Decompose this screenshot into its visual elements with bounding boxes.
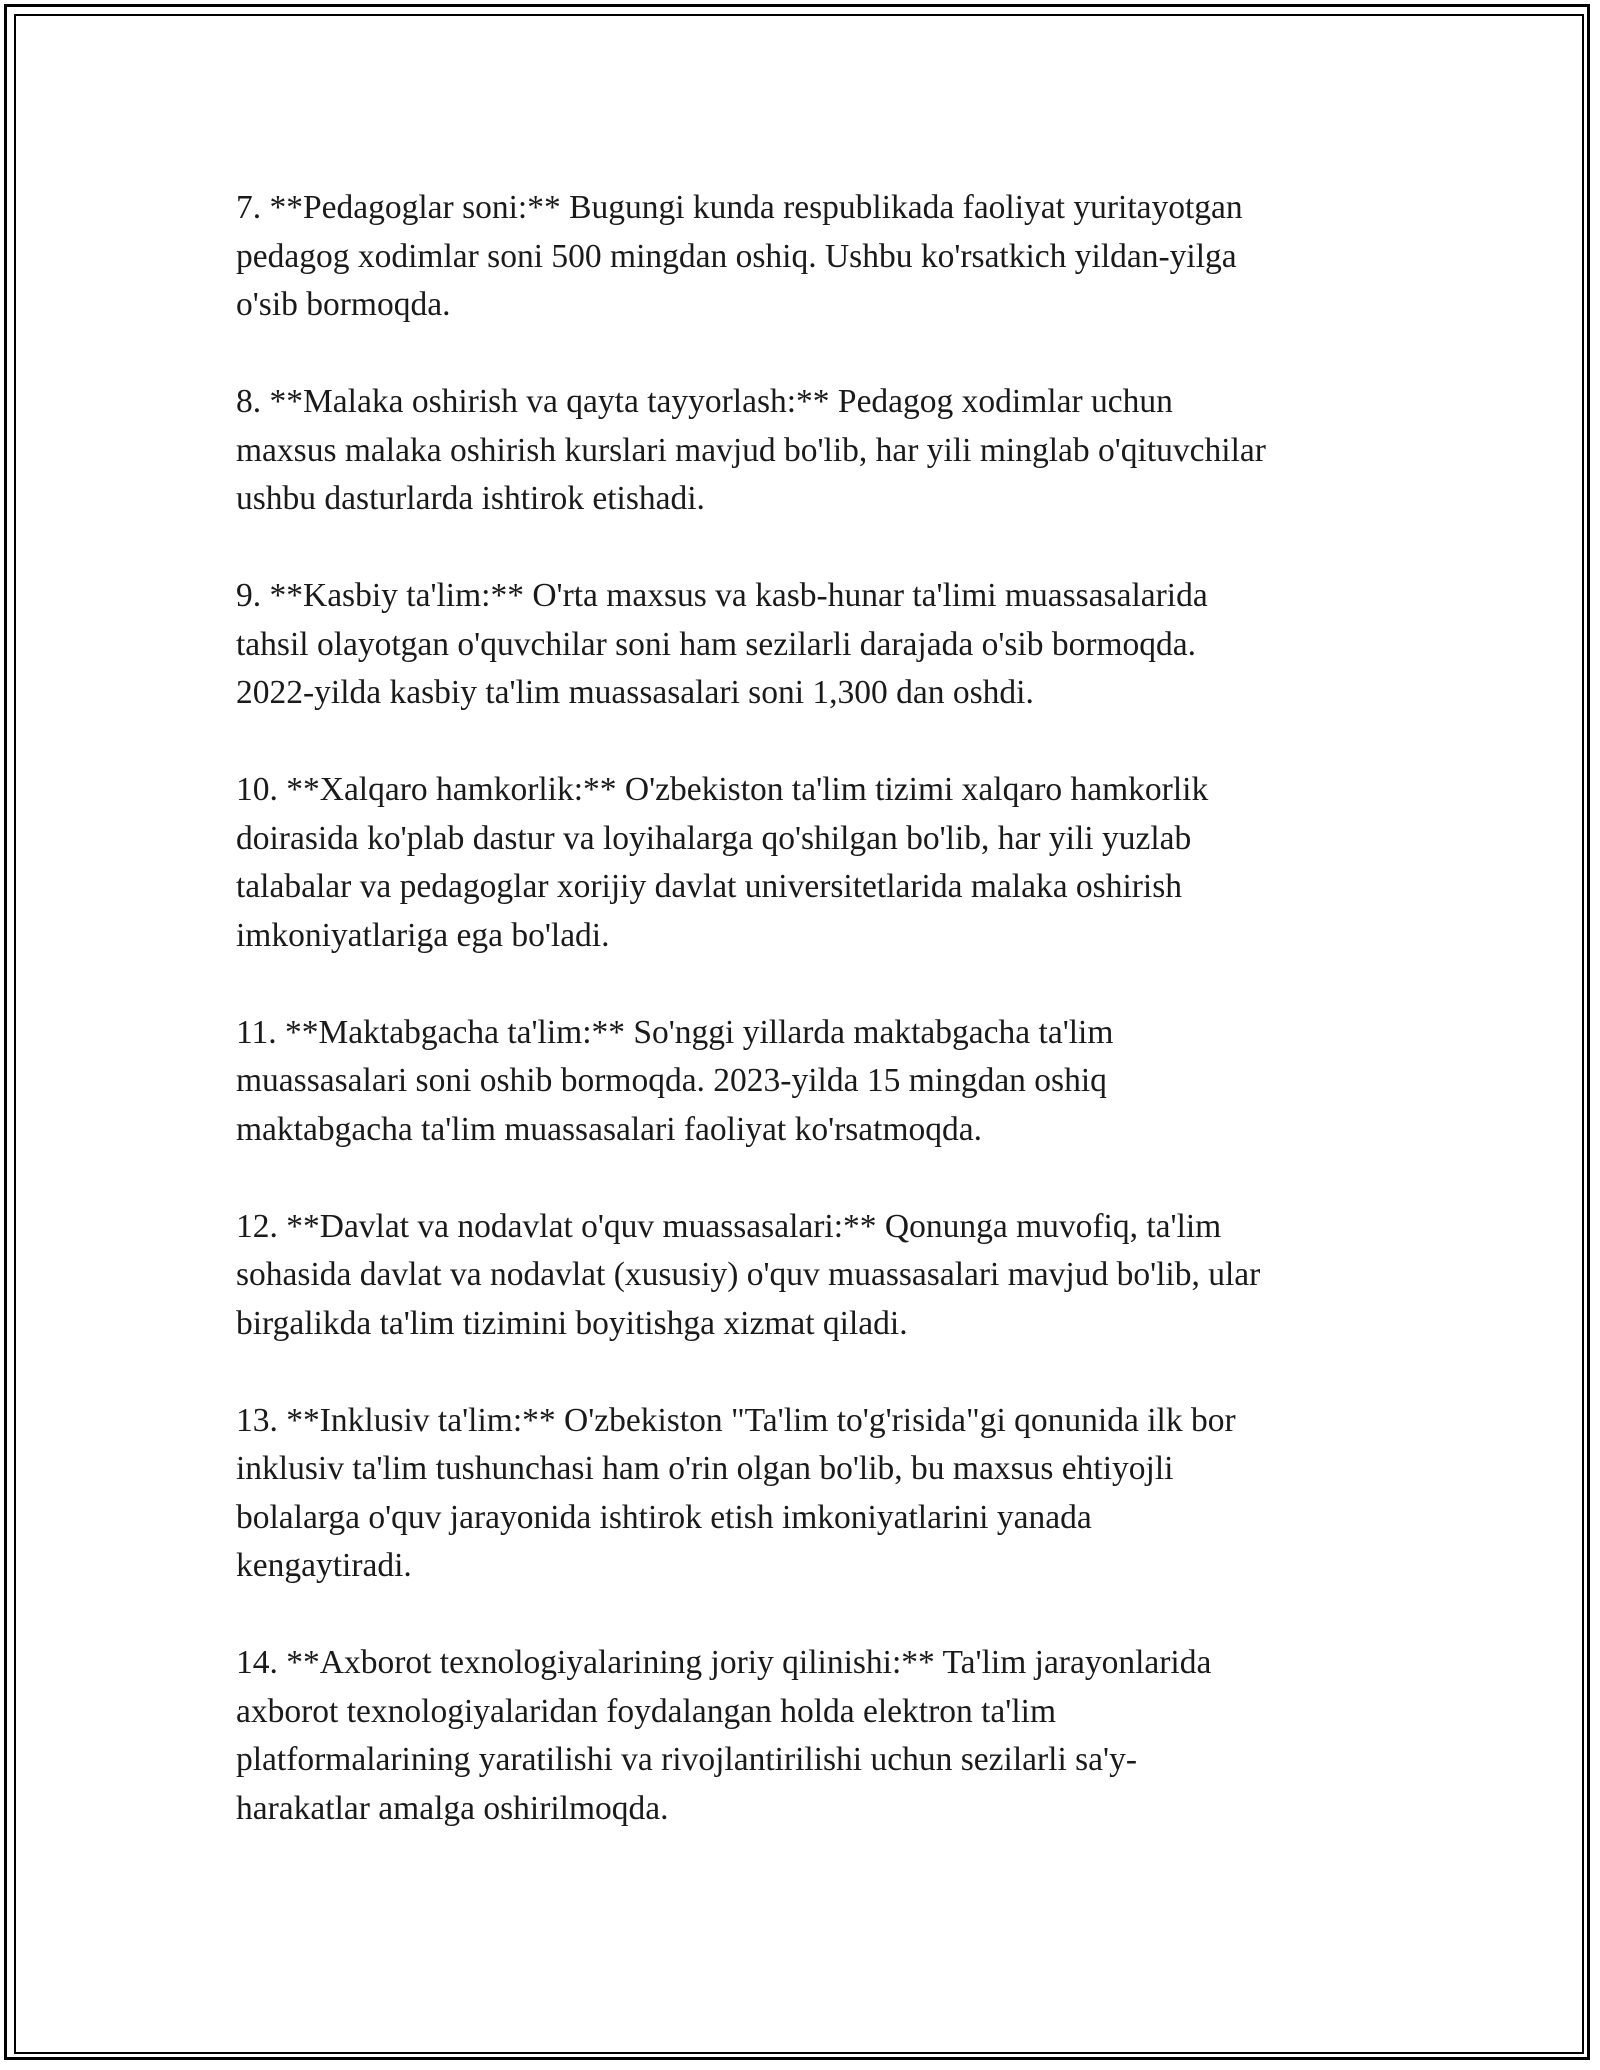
text-line: maxsus malaka oshirish kurslari mavjud bo'lib, har yili minglab o'qituvchilar bbox=[236, 431, 1266, 469]
text-line: 11. **Maktabgacha ta'lim:** So'nggi yillarda maktabgacha ta'lim bbox=[236, 1013, 1114, 1051]
text-line: 2022-yilda kasbiy ta'lim muassasalari soni 1,300 dan oshdi. bbox=[236, 674, 1034, 711]
text-line: platformalarining yaratilishi va rivojlantirilishi uchun sezilarli sa'y- bbox=[236, 1741, 1137, 1778]
text-line: maktabgacha ta'lim muassasalari faoliyat ko'rsatmoqda. bbox=[236, 1110, 983, 1148]
text-line: o'sib bormoqda. bbox=[236, 286, 451, 323]
paragraph-item-14 bbox=[236, 1639, 1376, 1833]
text-line: harakatlar amalga oshirilmoqda. bbox=[236, 1789, 669, 1827]
text-line: 14. **Axborot texnologiyalarining joriy qilinishi:** Ta'lim jarayonlarida bbox=[236, 1644, 1212, 1681]
text-line: 7. **Pedagoglar soni:** Bugungi kunda respublikada faoliyat yuritayotgan bbox=[236, 189, 1243, 226]
text-line: 10. **Xalqaro hamkorlik:** O'zbekiston ta'lim tizimi xalqaro hamkorlik bbox=[236, 771, 1209, 808]
text-line: 13. **Inklusiv ta'lim:** O'zbekiston "Ta'lim to'g'risida"gi qonunida ilk bor bbox=[236, 1401, 1236, 1439]
text-line: birgalikda ta'lim tizimini boyitishga xizmat qiladi. bbox=[236, 1304, 908, 1342]
text-line: pedagog xodimlar soni 500 mingdan oshiq. Ushbu ko'rsatkich yildan-yilga bbox=[236, 237, 1237, 275]
text-line: kengaytiradi. bbox=[236, 1547, 412, 1584]
text-line: 8. **Malaka oshirish va qayta tayyorlash:** Pedagog xodimlar uchun bbox=[236, 383, 1173, 420]
document-body bbox=[236, 184, 1376, 1833]
text-line: inklusiv ta'lim tushunchasi ham o'rin olgan bo'lib, bu maxsus ehtiyojli bbox=[236, 1450, 1174, 1487]
text-line: imkoniyatlariga ega bo'ladi. bbox=[236, 916, 610, 954]
paragraph-item-10 bbox=[236, 766, 1376, 960]
text-line: axborot texnologiyalaridan foydalangan holda elektron ta'lim bbox=[236, 1692, 1057, 1730]
text-line: sohasida davlat va nodavlat (xususiy) o'quv muassasalari mavjud bo'lib, ular bbox=[236, 1256, 1261, 1293]
paragraph-item-9 bbox=[236, 572, 1376, 718]
text-line: 9. **Kasbiy ta'lim:** O'rta maxsus va kasb-hunar ta'limi muassasalarida bbox=[236, 577, 1208, 614]
paragraph-item-13 bbox=[236, 1397, 1376, 1591]
text-line: bolalarga o'quv jarayonida ishtirok etish imkoniyatlarini yanada bbox=[236, 1498, 1092, 1536]
paragraph-item-11 bbox=[236, 1009, 1376, 1155]
paragraph-item-7 bbox=[236, 184, 1376, 330]
text-line: tahsil olayotgan o'quvchilar soni ham sezilarli darajada o'sib bormoqda. bbox=[236, 625, 1197, 663]
text-line: doirasida ko'plab dastur va loyihalarga qo'shilgan bo'lib, har yili yuzlab bbox=[236, 819, 1192, 857]
text-line: talabalar va pedagoglar xorijiy davlat universitetlarida malaka oshirish bbox=[236, 868, 1183, 905]
text-line: 12. **Davlat va nodavlat o'quv muassasalari:** Qonunga muvofiq, ta'lim bbox=[236, 1207, 1222, 1245]
paragraph-item-12 bbox=[236, 1203, 1376, 1349]
text-line: muassasalari soni oshib bormoqda. 2023-yilda 15 mingdan oshiq bbox=[236, 1062, 1107, 1099]
paragraph-item-8 bbox=[236, 378, 1376, 524]
text-line: ushbu dasturlarda ishtirok etishadi. bbox=[236, 480, 705, 517]
